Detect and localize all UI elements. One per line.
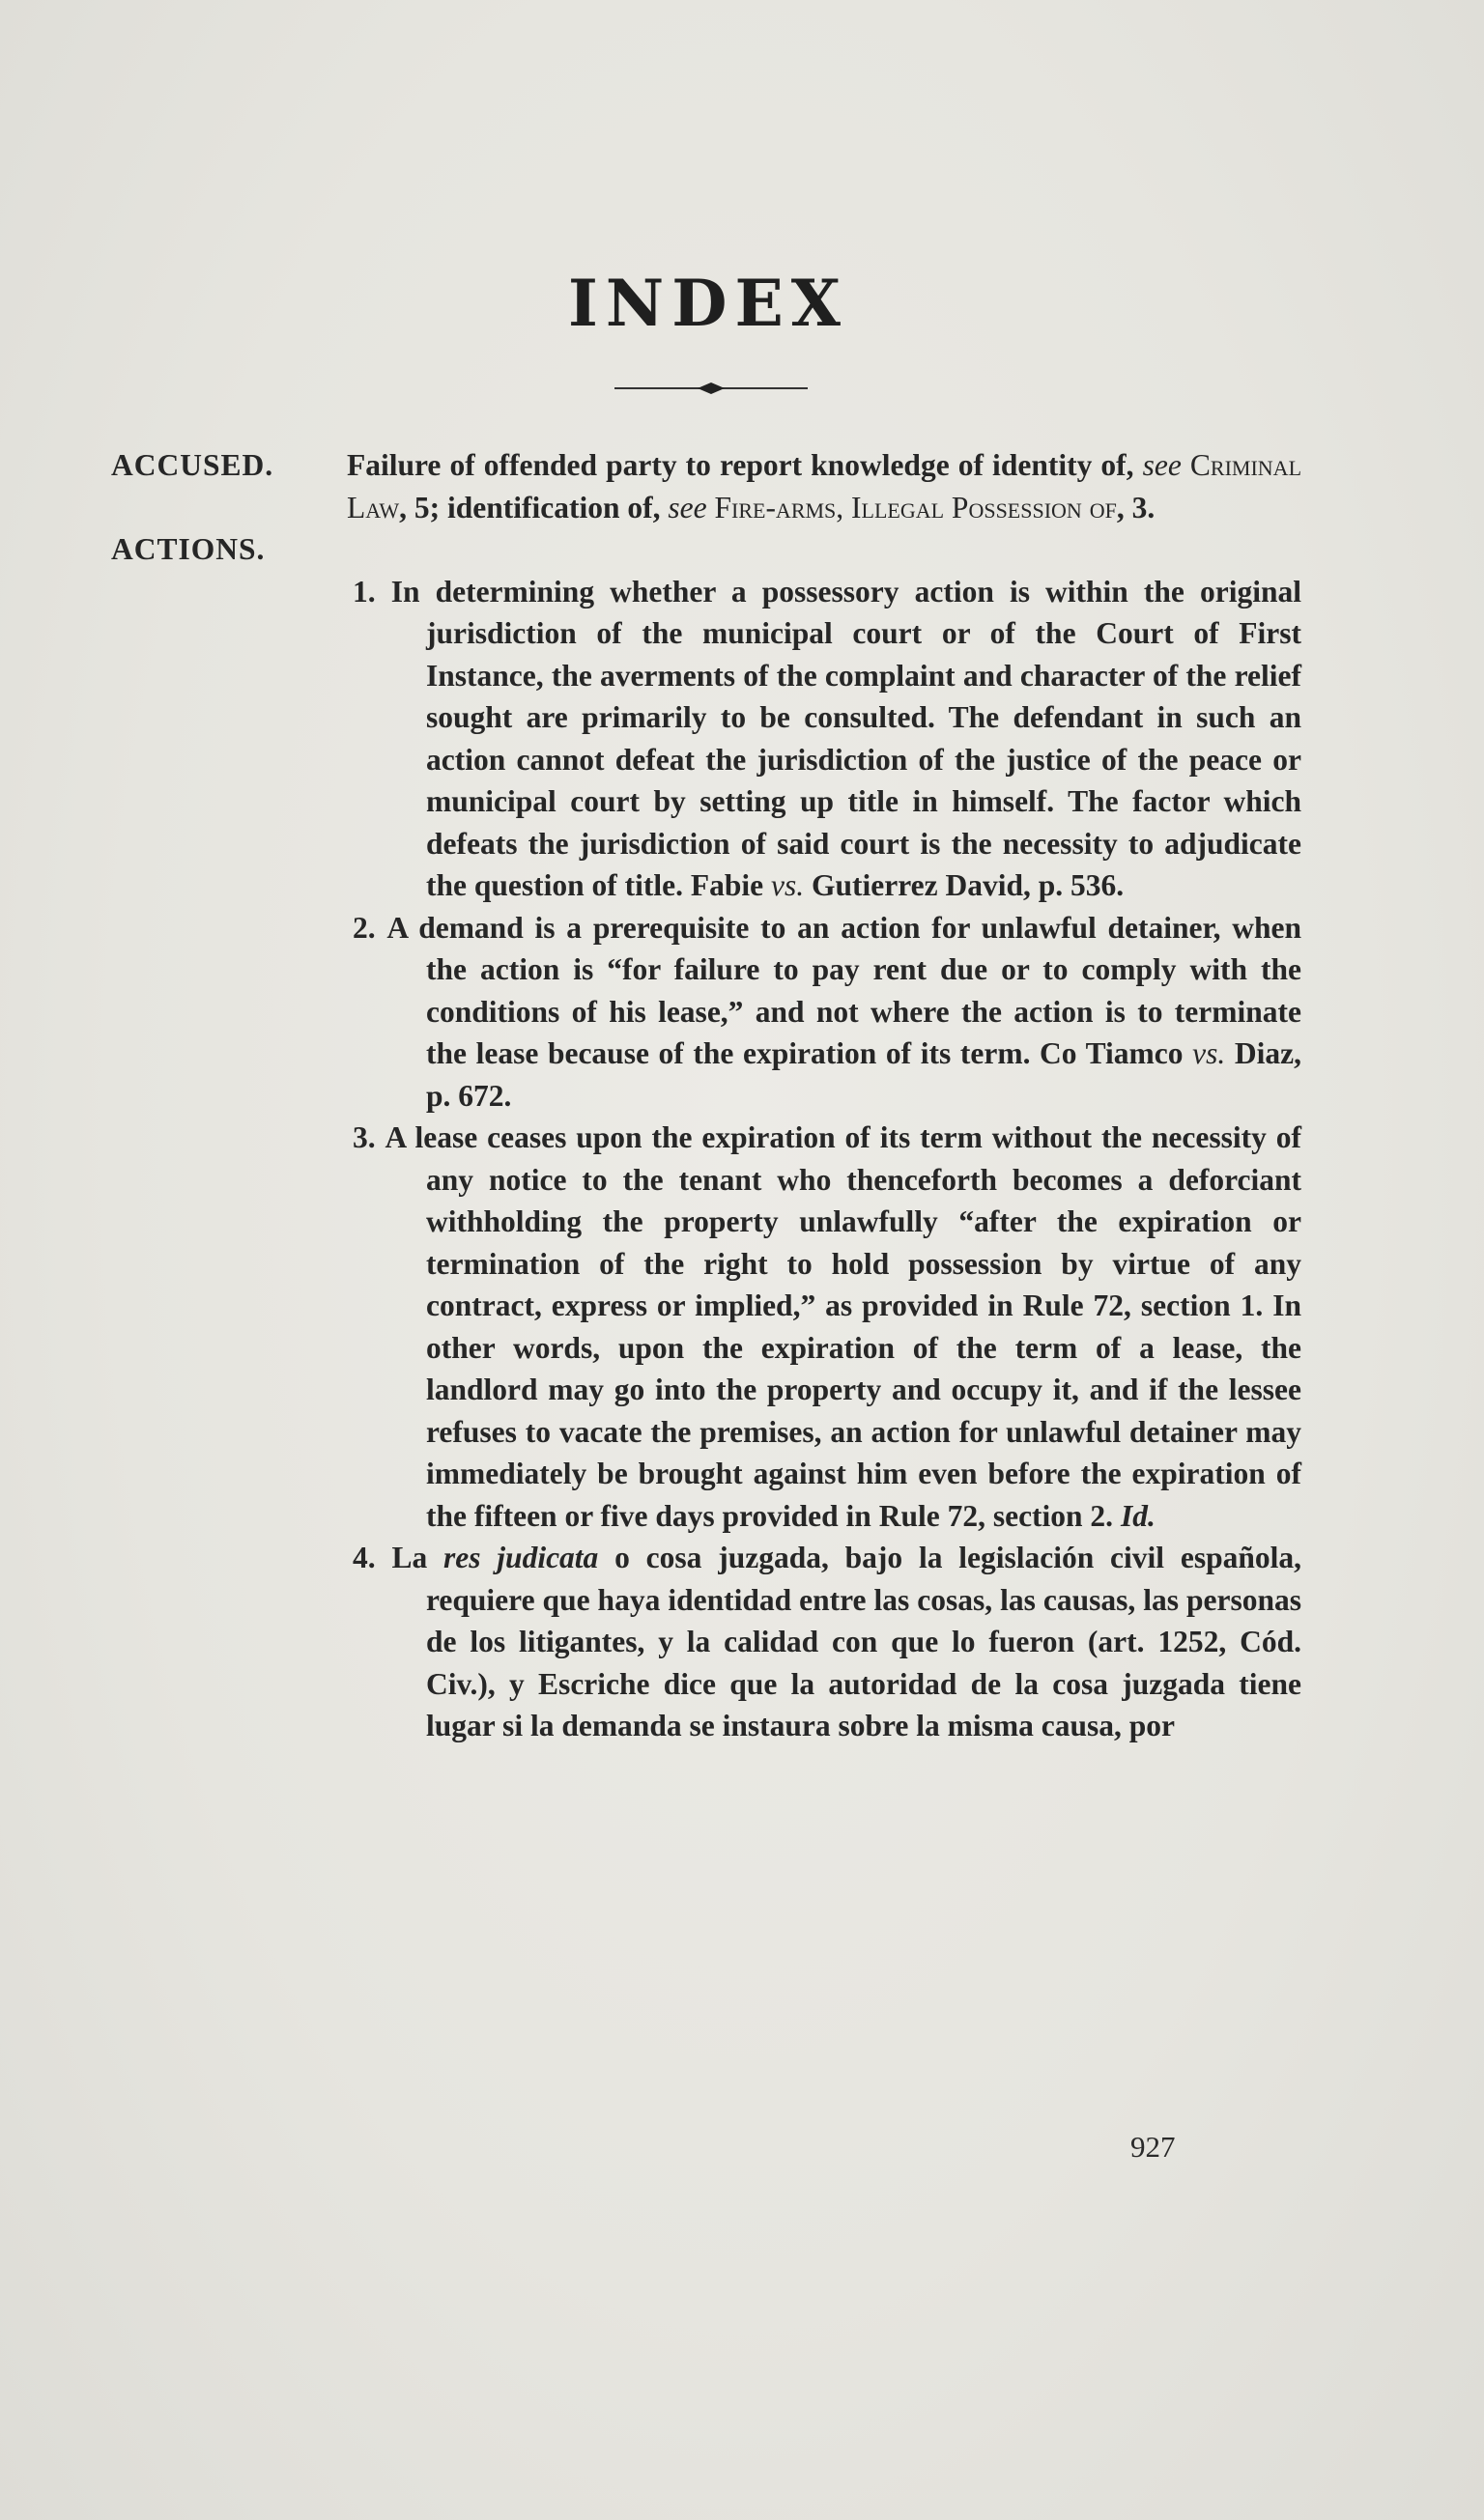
entry-text — [347, 444, 1301, 528]
entry-text-part: , 3. — [1116, 490, 1156, 524]
list-item — [353, 571, 1301, 907]
entry-heading: ACCUSED. — [111, 448, 274, 482]
item-citation: Gutierrez David, p. 536. — [804, 868, 1125, 902]
item-text: A lease ceases upon the expiration of its term without the necessity of any notice to the tenant who thenceforth becomes a deforciant withholding the property unlawfully “after the expiration or termination of the right to hold possession by virtue of any contract, express or implied,” as provided in Rule 72, section 1. In other words, upon the expiration of the term of a lease, the landlord may go into the property and occupy it, and if the lessee refuses to vacate the premises, an action for unlawful detainer may immediately be brought against him even before the expiration of the fifteen or five days provided in Rule 72, section 2. — [385, 1120, 1301, 1533]
list-item — [353, 1117, 1301, 1537]
item-text: A demand is a prerequisite to an action for unlawful detainer, when the action is “for failure to pay rent due or to comply with the conditions of his lease,” and not where the action is to terminate the lease because of the expiration of its term. Co Tiamco — [386, 910, 1302, 1070]
item-text: o cosa juzgada, bajo la legislación civil española, requiere que haya identidad entre las cosas, las causas, las personas de los litigantes, y la calidad con que lo fueron (art. 1252, Cód. Civ.), y Escriche dice que la autoridad de la cosa juzgada tiene lugar si la demanda se instaura sobre la misma causa, por — [426, 1541, 1301, 1742]
latin-term: res judicata — [443, 1541, 599, 1574]
page-title: INDEX — [568, 266, 848, 341]
item-citation: Diaz, p. 672. — [426, 1036, 1302, 1113]
entry-text-part: , 5; identification of, — [399, 490, 669, 524]
see-reference-word: see — [1142, 448, 1182, 482]
see-reference-word: see — [668, 490, 707, 524]
index-entry-actions-heading: ACTIONS. — [111, 532, 266, 566]
item-number: 4. — [353, 1541, 376, 1574]
case-abbreviation: vs. — [770, 868, 805, 902]
cross-reference: Fire-arms, Illegal Possession of — [714, 490, 1117, 524]
page-number: 927 — [1130, 2130, 1176, 2164]
item-text: In determining whether a possessory action is within the original jurisdiction of the municipal court or of the Court of First Instance, the averments of the complaint and character of the relief sought are primarily to be consulted. The defendant in such an action cannot defeat the jurisdiction of the justice of the peace or municipal court by setting up title in himself. The factor which defeats the jurisdiction of said court is the necessity to adjudicate the question of title. Fabie — [390, 574, 1301, 902]
item-number: 1. — [353, 574, 376, 609]
title-ornament-icon — [614, 379, 808, 398]
list-item — [353, 907, 1301, 1118]
index-content — [111, 444, 1301, 1747]
index-entry-accused — [111, 444, 1301, 528]
item-number: 2. — [353, 910, 376, 945]
list-item — [353, 1537, 1301, 1747]
item-text-prefix: La — [391, 1541, 443, 1574]
cross-reference: Criminal Law — [347, 448, 1302, 524]
entry-text-part: Failure of offended party to report knowledge of identity of, — [347, 448, 1143, 482]
case-abbreviation: Id. — [1120, 1498, 1156, 1533]
case-abbreviation: vs. — [1192, 1036, 1226, 1070]
item-number: 3. — [353, 1120, 376, 1154]
